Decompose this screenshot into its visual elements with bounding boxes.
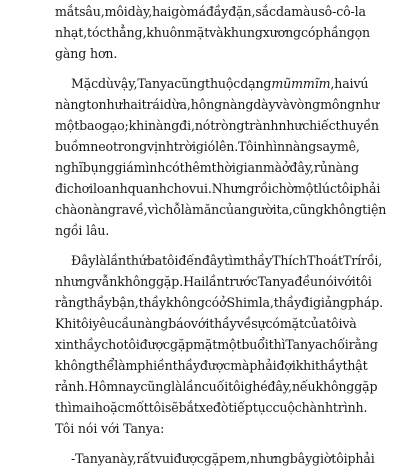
word: nàng	[137, 316, 169, 331]
word: đi	[301, 295, 313, 310]
word: lúc	[318, 181, 337, 196]
word: rảnh.	[55, 379, 89, 394]
word: tôi	[336, 181, 354, 196]
word: thầy	[209, 316, 237, 331]
text-line	[55, 274, 372, 289]
word: về	[236, 316, 252, 331]
word: cũng	[140, 379, 172, 394]
word: một	[217, 337, 242, 352]
word: Tanya	[75, 451, 113, 466]
word: gặp	[203, 451, 228, 466]
word: tròng	[210, 118, 245, 133]
word: Tanya	[285, 337, 323, 352]
word: phải	[249, 358, 277, 373]
word: một	[293, 181, 319, 196]
word: làm	[180, 202, 204, 217]
word: má	[186, 4, 206, 19]
word: rất	[136, 451, 155, 466]
word: phải	[353, 181, 381, 196]
word: đợi	[276, 358, 296, 373]
word: hông	[190, 97, 223, 112]
word: thầy	[273, 295, 302, 310]
word: da	[275, 4, 292, 19]
word: chơi	[66, 181, 93, 196]
text-line	[55, 4, 366, 19]
word: ghé	[244, 379, 268, 394]
word: tôi	[355, 274, 372, 289]
word: bắt	[178, 400, 199, 415]
word: trong	[112, 139, 148, 154]
text-line	[55, 358, 368, 373]
word: hai	[122, 97, 142, 112]
word: dạng	[240, 76, 272, 91]
word: khung	[223, 25, 263, 40]
word: cũng	[174, 76, 206, 91]
word: cầu	[114, 316, 138, 331]
word: bao	[79, 118, 102, 133]
word: với	[337, 274, 356, 289]
word: cho	[166, 181, 190, 196]
word: dày	[253, 97, 276, 112]
word: gặp	[169, 337, 194, 352]
word: có	[204, 295, 220, 310]
word: bụng	[82, 160, 115, 175]
word: neo	[90, 139, 113, 154]
word: sâu,	[79, 4, 105, 19]
word: Mặc	[71, 76, 99, 91]
word: mà	[230, 358, 250, 373]
word: có	[300, 25, 316, 40]
word: mốt	[124, 400, 149, 415]
word: Nhưng	[211, 181, 255, 196]
word: xin	[55, 337, 74, 352]
word: mặt	[185, 25, 210, 40]
word: chào	[55, 202, 85, 217]
word: tóc	[87, 25, 107, 40]
word: chiếc	[302, 118, 336, 133]
word: sự	[251, 316, 266, 331]
word: ta,	[276, 202, 293, 217]
word: gặp.	[156, 274, 184, 289]
word: lần	[106, 253, 126, 268]
word: khuôn	[146, 25, 186, 40]
word: được	[139, 337, 170, 352]
word: dừa,	[163, 97, 191, 112]
word: buồm	[55, 139, 91, 154]
text-line	[55, 295, 383, 310]
word: là	[95, 253, 107, 268]
word: thì	[55, 400, 72, 415]
paragraph-2-first-line	[71, 76, 369, 91]
word: vẫn	[94, 274, 118, 289]
word: cho	[101, 337, 124, 352]
word: pháp.	[347, 295, 383, 310]
text-line	[55, 97, 380, 112]
word: buổi	[241, 337, 269, 352]
word: thầy	[84, 295, 112, 310]
word: mắt	[55, 4, 80, 19]
word: thì	[268, 337, 286, 352]
word: trái	[141, 97, 164, 112]
word: nhạt,	[55, 25, 88, 40]
word: sắc	[255, 4, 276, 19]
word: phải	[347, 451, 375, 466]
word: nhưng	[55, 274, 95, 289]
word: vòng	[289, 97, 321, 112]
word: người	[241, 202, 277, 217]
word: trành	[244, 118, 279, 133]
word: như	[355, 97, 380, 112]
text-line	[71, 253, 383, 268]
text-line	[55, 160, 359, 175]
word: có	[265, 316, 280, 331]
word: thứ	[126, 253, 147, 268]
word: với	[190, 316, 210, 331]
word: ba	[146, 253, 163, 268]
word: đây,	[267, 379, 292, 394]
word: thể	[93, 358, 115, 373]
word: loanh	[92, 181, 128, 196]
word: tôi	[162, 253, 179, 268]
word: yêu	[92, 316, 115, 331]
word: nhưng	[250, 451, 290, 466]
word: hành	[301, 400, 333, 415]
word: phiền	[137, 358, 173, 373]
text-line	[71, 451, 375, 466]
text-line	[55, 400, 368, 415]
text-line	[55, 202, 387, 217]
word: gọn	[346, 25, 371, 40]
word: bây	[289, 451, 313, 466]
word: thời	[211, 160, 236, 175]
word: giờ	[312, 451, 332, 466]
word: tìm	[224, 253, 245, 268]
word: như	[98, 97, 123, 112]
text-line: gàng hơn.	[55, 46, 118, 61]
word: lần	[205, 274, 225, 289]
word: thuyền	[335, 118, 379, 133]
word: trời	[173, 139, 196, 154]
word: không	[117, 274, 157, 289]
word: được	[173, 451, 204, 466]
word: sô-cô-la	[318, 4, 366, 19]
word: thầy	[138, 295, 167, 310]
word: đây	[201, 253, 225, 268]
word: Tôi	[238, 139, 258, 154]
word: rồi	[254, 181, 272, 196]
word: bận,	[111, 295, 139, 310]
word: này,	[112, 451, 137, 466]
word: đến	[178, 253, 202, 268]
word: mông	[320, 97, 356, 112]
word: chỗ	[158, 202, 181, 217]
word: gặp	[354, 379, 378, 394]
word: cuộc	[272, 400, 302, 415]
word: hai	[334, 76, 354, 91]
text-line	[55, 379, 378, 394]
word: Trí	[342, 253, 361, 268]
word: của	[303, 316, 327, 331]
word: Tanya	[257, 274, 295, 289]
word: giá	[114, 160, 134, 175]
word: Khi	[55, 316, 77, 331]
word: tôi	[148, 400, 165, 415]
word: tiếp	[228, 400, 253, 415]
word: tôi	[123, 337, 140, 352]
word: đầy	[205, 4, 229, 19]
word: đều	[294, 274, 319, 289]
word: cuối	[201, 379, 229, 394]
word: Đây	[71, 253, 96, 268]
italic-word: mĩm,	[302, 76, 335, 91]
word: dày,	[127, 4, 153, 19]
word: nay	[118, 379, 141, 394]
word: nếu	[291, 379, 316, 394]
word: nàng	[55, 97, 87, 112]
word: nó	[194, 118, 211, 133]
word: gạo;	[101, 118, 129, 133]
word: thêm	[179, 160, 212, 175]
word: thầy	[172, 358, 200, 373]
word: báo	[168, 316, 191, 331]
word: xe	[198, 400, 214, 415]
word: rủ	[313, 160, 328, 175]
word: vậy,	[113, 76, 138, 91]
word: mặt	[279, 316, 304, 331]
word: không	[315, 379, 355, 394]
word: vui	[154, 451, 174, 466]
word: tôi	[331, 451, 348, 466]
word: Hai	[183, 274, 206, 289]
word: có	[165, 160, 180, 175]
word: mà	[262, 160, 282, 175]
word: đi	[55, 181, 67, 196]
word: không	[166, 295, 205, 310]
word: đi,	[179, 118, 195, 133]
word: ở	[281, 160, 290, 175]
word: tục	[252, 400, 273, 415]
word: Thoát	[307, 253, 343, 268]
word: đặn,	[228, 4, 256, 19]
word: cũng	[292, 202, 324, 217]
word: mặt	[193, 337, 218, 352]
word: -	[71, 451, 76, 466]
word: trình.	[332, 400, 368, 415]
word: màu	[291, 4, 319, 19]
word: môi	[104, 4, 128, 19]
word: tiện	[362, 202, 387, 217]
word: chờ	[271, 181, 294, 196]
word: gian	[235, 160, 263, 175]
word: và	[209, 25, 224, 40]
word: đò	[213, 400, 229, 415]
word: ra	[115, 202, 130, 217]
word: ở	[219, 295, 227, 310]
word: Tanya	[137, 76, 175, 91]
word: giảng	[312, 295, 348, 310]
word: rằng	[348, 337, 378, 352]
word: thầy	[244, 253, 273, 268]
word: một	[55, 118, 80, 133]
word: nàng	[84, 202, 116, 217]
word: ăn	[203, 202, 220, 217]
word: không	[323, 202, 363, 217]
word: nghĩ	[55, 160, 83, 175]
word: trước	[224, 274, 258, 289]
word: xương	[262, 25, 301, 40]
word: như	[278, 118, 303, 133]
word: nhìn	[257, 139, 285, 154]
word: phần	[315, 25, 347, 40]
text-line	[55, 118, 379, 133]
word: dù	[98, 76, 114, 91]
word: mai	[71, 400, 95, 415]
word: nói	[318, 274, 338, 289]
word: mình	[133, 160, 166, 175]
word: rồi,	[360, 253, 383, 268]
text-line	[55, 25, 371, 40]
word: lên.	[215, 139, 239, 154]
word: của	[219, 202, 242, 217]
word: mê,	[336, 139, 360, 154]
word: vì	[147, 202, 159, 217]
word: và	[342, 316, 357, 331]
word: vui.	[189, 181, 212, 196]
word: em,	[227, 451, 251, 466]
word: vịnh	[147, 139, 174, 154]
word: tôi	[228, 379, 245, 394]
word: gió	[195, 139, 216, 154]
text-line	[55, 139, 360, 154]
word: hoặc	[94, 400, 125, 415]
word: hai	[152, 4, 172, 19]
word: gò	[171, 4, 187, 19]
word: làm	[114, 358, 138, 373]
word: được	[199, 358, 231, 373]
word: thẳng,	[106, 25, 147, 40]
word: khi	[128, 118, 148, 133]
word: thầy	[73, 337, 102, 352]
word: nàng	[222, 97, 254, 112]
word: lần	[182, 379, 202, 394]
word: to	[86, 97, 99, 112]
word: thuộc	[205, 76, 241, 91]
word: không	[55, 358, 94, 373]
word: nàng	[327, 160, 359, 175]
word: nàng	[284, 139, 317, 154]
word: nàng	[147, 118, 180, 133]
word: khi	[295, 358, 316, 373]
word: sẽ	[164, 400, 179, 415]
text-line	[55, 337, 378, 352]
word: say	[316, 139, 337, 154]
italic-word: mũm	[271, 76, 303, 91]
word: quanh	[127, 181, 167, 196]
word: và	[275, 97, 290, 112]
word: về,	[129, 202, 148, 217]
word: là	[171, 379, 183, 394]
text-line	[55, 316, 357, 331]
word: vú	[353, 76, 369, 91]
text-line: Tôi nói với Tanya:	[55, 421, 165, 436]
word: thật	[342, 358, 368, 373]
word: Hôm	[88, 379, 119, 394]
word: rằng	[55, 295, 85, 310]
text-line	[55, 181, 381, 196]
word: Thích	[272, 253, 308, 268]
word: tôi	[326, 316, 343, 331]
word: đây,	[289, 160, 314, 175]
word: Shimla,	[226, 295, 274, 310]
text-line: ngồi lâu.	[55, 223, 110, 238]
word: chối	[322, 337, 349, 352]
word: tôi	[76, 316, 93, 331]
word: thầy	[315, 358, 343, 373]
